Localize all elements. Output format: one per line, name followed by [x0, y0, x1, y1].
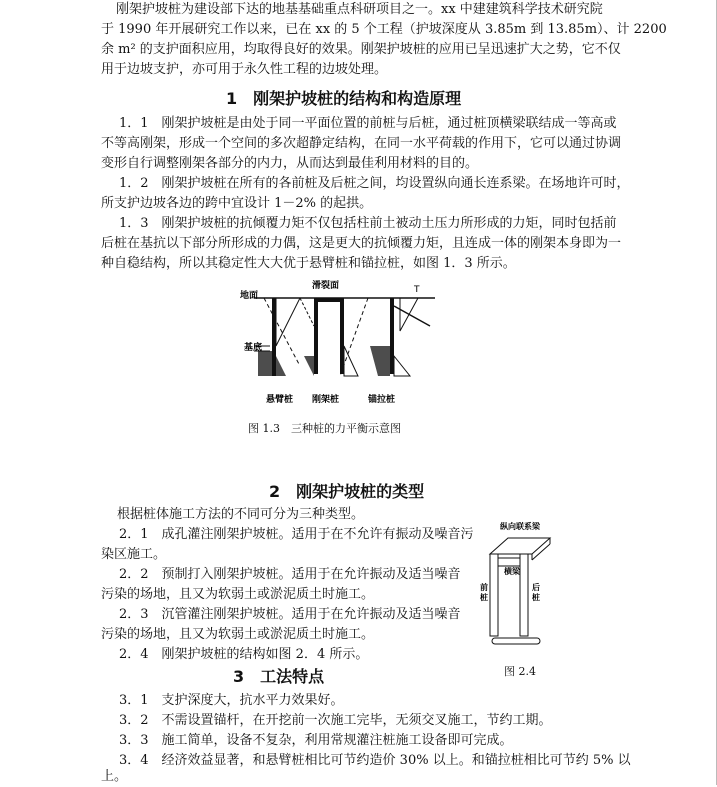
s1-para-3-1: 1．3 刚架护坡桩的抗倾覆力矩不仅包括柱前土被动土压力所形成的力矩，同时包括前 [119, 216, 617, 231]
s1-para-1-1: 1．1 刚架护坡桩是由处于同一平面位置的前桩与后桩，通过桩顶横梁联结成一等高或 [119, 116, 617, 131]
label-slip-plane: 滑裂面 [312, 281, 340, 291]
s3-para-2: 3．2 不需设置锚杆，在开挖前一次施工完毕，无须交叉施工，节约工期。 [119, 713, 552, 728]
figure-2-4-caption: 图 2.4 [504, 665, 536, 678]
label-long-beam: 纵向联系梁 [500, 522, 540, 531]
marker-t: T [414, 285, 420, 295]
label-frame-pile: 刚架桩 [312, 395, 340, 405]
intro-line-4: 用于边坡支护，亦可用于永久性工程的边坡处理。 [101, 62, 388, 77]
s3-para-4-1: 3．4 经济效益显著，和悬臂桩相比可节约造价 30% 以上。和锚拉桩相比可节约 5% 以 [119, 753, 631, 768]
label-front-pile: 前桩 [480, 583, 488, 602]
label-base: 基底 [244, 343, 263, 353]
s1-para-3-2: 后桩在基抗以下部分所形成的力偶，这是更大的抗倾覆力矩，且连成一体的刚架本身即为一 [101, 236, 622, 251]
label-cross-beam: 横梁 [504, 567, 520, 576]
section-3-heading: 3 工法特点 [233, 667, 325, 686]
s2-para-4: 2．4 刚架护坡桩的结构如图 2．4 所示。 [119, 647, 369, 662]
s2-para-1-1: 2．1 成孔灌注刚架护坡桩。适用于在不允许有振动及噪音污 [119, 527, 474, 542]
s3-para-4-2: 上。 [101, 769, 128, 784]
label-ground: 地面 [240, 291, 259, 301]
section-2-heading: 2 刚架护坡桩的类型 [269, 482, 425, 501]
s2-intro: 根据桩体施工方法的不同可分为三种类型。 [117, 507, 365, 522]
label-rear-pile: 后桩 [532, 583, 540, 602]
s1-para-1-2: 不等高刚架，形成一个空间的多次超静定结构，在同一水平荷载的作用下，它可以通过协调 [101, 136, 622, 151]
figure-2-4-diagram [478, 520, 568, 650]
s2-para-1-2: 染区施工。 [101, 547, 167, 562]
s3-para-3: 3．3 施工简单，设备不复杂，利用常规灌注桩施工设备即可完成。 [119, 733, 513, 748]
label-anchor-pile: 锚拉桩 [368, 395, 396, 405]
s1-para-2-2: 所支护边坡各边的跨中宜设计 1－2% 的起拱。 [101, 196, 373, 211]
figure-1-3-diagram [240, 276, 440, 411]
intro-line-1: 刚架护坡桩为建设部下达的地基基础重点科研项目之一。xx 中建建筑科学技术研究院 [116, 2, 603, 17]
s2-para-2-2: 污染的场地，且又为软弱土或淤泥质土时施工。 [101, 587, 375, 602]
label-cantilever-pile: 悬臂桩 [266, 395, 294, 405]
s3-para-1: 3．1 支护深度大，抗水平力效果好。 [119, 693, 344, 708]
s2-para-2-1: 2．2 预制打入刚架护坡桩。适用于在允许振动及适当噪音 [119, 567, 461, 582]
intro-line-2: 于 1990 年开展研究工作以来，已在 xx 的 5 个工程（护坡深度从 3.85m 到 13.85m）、计 2200 [101, 22, 667, 37]
s2-para-3-2: 污染的场地，且又为软弱土或淤泥质土时施工。 [101, 627, 375, 642]
s1-para-1-3: 变形自行调整刚架各部分的内力，从而达到最佳利用材料的目的。 [101, 156, 479, 171]
s1-para-3-3: 种自稳结构，所以其稳定性大大优于悬臂桩和锚拉桩，如图 1．3 所示。 [101, 256, 516, 271]
s1-para-2-1: 1．2 刚架护坡桩在所有的各前桩及后桩之间，均设置纵向通长连系梁。在场地许可时， [119, 176, 630, 191]
s2-para-3-1: 2．3 沉管灌注刚架护坡桩。适用于在允许振动及适当噪音 [119, 607, 461, 622]
section-1-heading: 1 刚架护坡桩的结构和构造原理 [226, 89, 462, 108]
intro-line-3: 余 m² 的支护面积应用，均取得良好的效果。刚架护坡桩的应用已呈迅速扩大之势，它不仅 [101, 42, 621, 57]
figure-1-3-caption: 图 1.3 三种桩的力平衡示意图 [248, 422, 401, 435]
